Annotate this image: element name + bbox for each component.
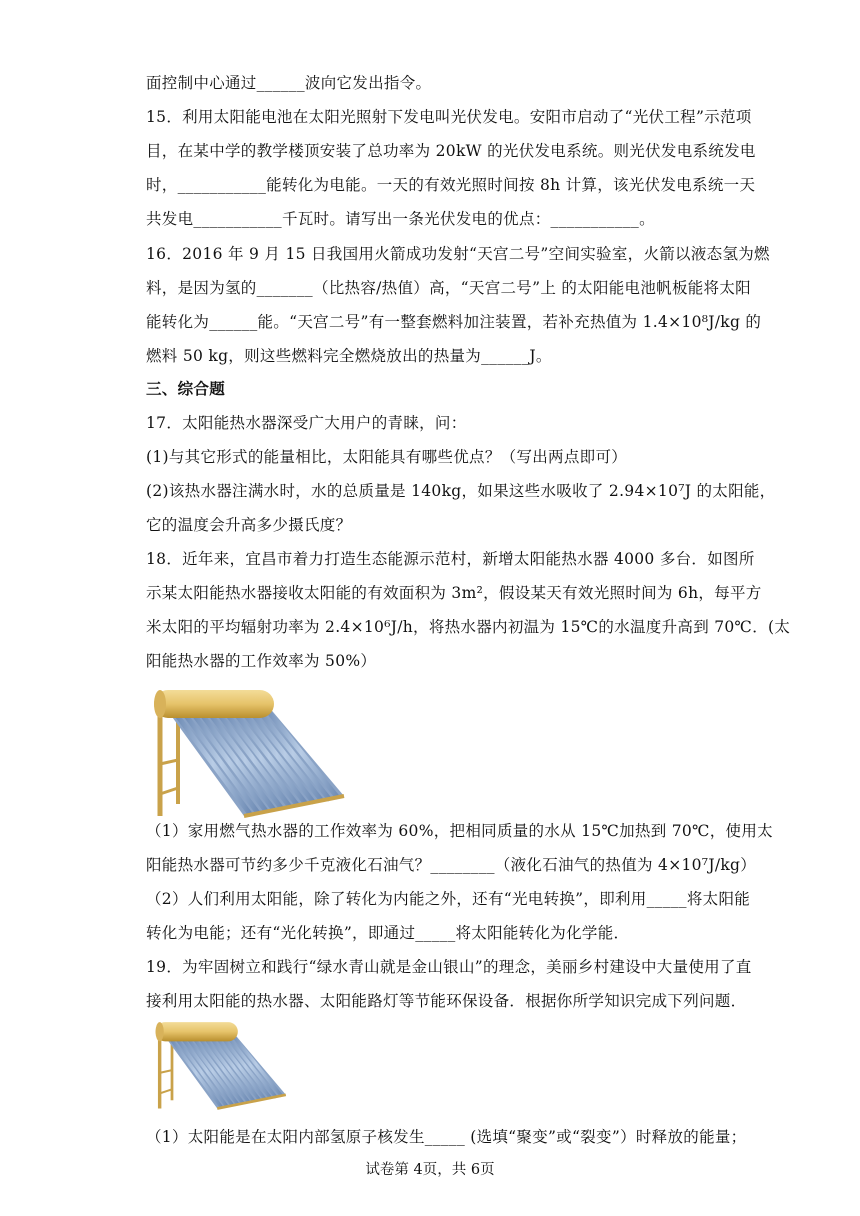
section-heading: 三、综合题 xyxy=(146,379,226,398)
text-line: 米太阳的平均辐射功率为 2.4×10⁶J/h，将热水器内初温为 15℃的水温度升高到 70℃．(太 xyxy=(146,618,791,636)
text-line: 共发电___________千瓦时。请写出一条光伏发电的优点：___________。 xyxy=(146,210,655,228)
question-17-line: 17．太阳能热水器深受广大用户的青睐，问： xyxy=(146,414,467,432)
text-line: 示某太阳能热水器接收太阳能的有效面积为 3m²，假设某天有效光照时间为 6h，每平方 xyxy=(146,584,762,602)
text-line: 能转化为______能。“天宫二号”有一整套燃料加注装置，若补充热值为 1.4×10⁸J/kg 的 xyxy=(146,313,762,331)
question-18-line: 18．近年来，宜昌市着力打造生态能源示范村，新增太阳能热水器 4000 多台．如图所 xyxy=(146,550,755,568)
question-15-line: 15．利用太阳能电池在太阳光照射下发电叫光伏发电。安阳市启动了“光伏工程”示范项 xyxy=(146,108,752,126)
text-line: 转化为电能；还有“光化转换”，即通过_____将太阳能转化为化学能． xyxy=(146,924,630,942)
text-line: 阳能热水器的工作效率为 50%） xyxy=(146,652,377,670)
question-16-line: 16．2016 年 9 月 15 日我国用火箭成功发射“天宫二号”空间实验室，火箭以液态氢为燃 xyxy=(146,245,770,263)
text-line: (1)与其它形式的能量相比，太阳能具有哪些优点？（写出两点即可） xyxy=(146,448,628,466)
text-line: （2）人们利用太阳能，除了转化为内能之外，还有“光电转换”，即利用_____将太阳能 xyxy=(146,890,751,908)
text-line: 时，___________能转化为电能。一天的有效光照时间按 8h 计算，该光伏发电系统一天 xyxy=(146,176,756,194)
text-line: 面控制中心通过______波向它发出指令。 xyxy=(146,74,432,92)
question-19-line: 19．为牢固树立和践行“绿水青山就是金山银山”的理念，美丽乡村建设中大量使用了直 xyxy=(146,958,752,976)
text-line: 目，在某中学的教学楼顶安装了总功率为 20kW 的光伏发电系统。则光伏发电系统发电 xyxy=(146,142,756,160)
text-line: 燃料 50 kg，则这些燃料完全燃烧放出的热量为______J。 xyxy=(146,347,552,365)
text-line: 料，是因为氢的_______（比热容/热值）高，“天宫二号”上 的太阳能电池帆板能将太阳 xyxy=(146,279,751,297)
page-footer: 试卷第 4页，共 6页 xyxy=(365,1162,495,1178)
text-line: （1）太阳能是在太阳内部氢原子核发生_____ (选填“聚变”或“裂变”）时释放的能量； xyxy=(146,1128,747,1146)
text-line: 它的温度会升高多少摄氏度？ xyxy=(146,516,352,534)
solar-water-heater-image xyxy=(148,684,348,828)
text-line: （1）家用燃气热水器的工作效率为 60%，把相同质量的水从 15℃加热到 70℃，使用太 xyxy=(146,822,773,840)
text-line: 接利用太阳能的热水器、太阳能路灯等节能环保设备．根据你所学知识完成下列问题． xyxy=(146,992,747,1010)
text-line: (2)该热水器注满水时，水的总质量是 140kg，如果这些水吸收了 2.94×10⁷J 的太阳能， xyxy=(146,482,776,500)
solar-water-heater-image xyxy=(150,1018,290,1118)
text-line: 阳能热水器可节约多少千克液化石油气？________（液化石油气的热值为 4×10⁷J/kg） xyxy=(146,856,757,874)
